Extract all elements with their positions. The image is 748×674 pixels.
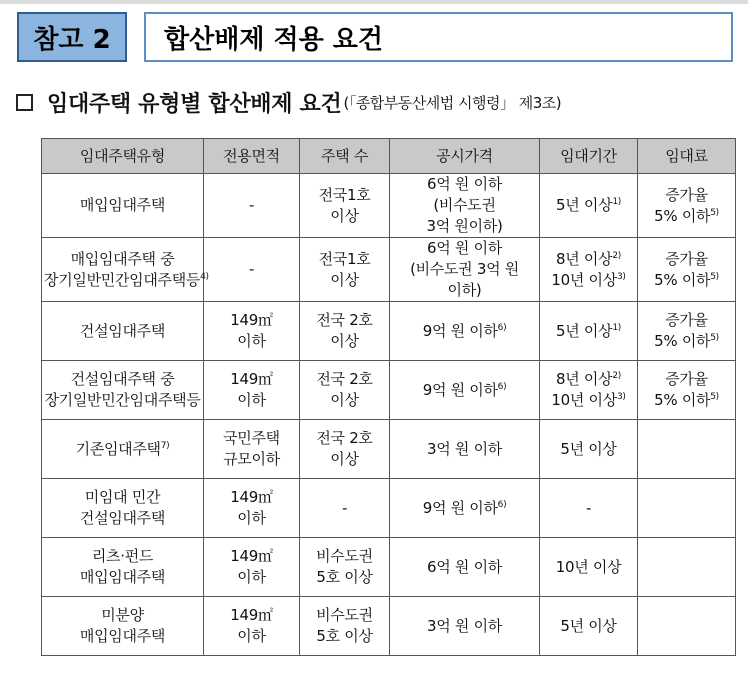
table-row	[42, 302, 736, 361]
cell-type	[42, 597, 204, 656]
cell-line: 전국1호	[318, 249, 371, 268]
page-title: 합산배제 적용 요건	[144, 12, 733, 62]
cell-area	[204, 361, 300, 420]
cell-line: 매입임대주택	[79, 568, 166, 586]
cell-type	[42, 479, 204, 538]
cell-line	[542, 321, 635, 342]
cell-type	[42, 420, 204, 479]
cell-line	[640, 390, 733, 411]
cell-line: 5년 이상	[560, 616, 617, 635]
footnote-marker: 2)	[612, 371, 621, 381]
cell-type	[42, 174, 204, 238]
cell-line: 전국 2호	[316, 370, 373, 388]
header-type: 임대주택유형	[42, 139, 204, 174]
cell-type	[42, 302, 204, 361]
cell-period	[540, 302, 638, 361]
cell-line: 이상	[330, 332, 359, 350]
cell-count	[300, 174, 390, 238]
cell-text: 8년 이상	[556, 370, 613, 388]
table-row	[42, 174, 736, 238]
cell-price	[390, 174, 540, 238]
cell-area	[204, 479, 300, 538]
cell-count	[300, 238, 390, 302]
cell-line: 증가율	[665, 311, 708, 329]
footnote-marker: 2)	[612, 250, 621, 261]
cell-line: 149㎡	[230, 547, 273, 565]
table-row	[42, 361, 736, 420]
cell-type	[42, 238, 209, 302]
cell-count	[300, 538, 390, 597]
footnote-marker: 5)	[710, 271, 719, 282]
cell-rent	[638, 238, 736, 302]
cell-type	[42, 361, 204, 420]
cell-line	[640, 270, 733, 291]
cell-count	[300, 361, 390, 420]
cell-period	[540, 597, 638, 656]
cell-line	[542, 390, 635, 411]
cell-line: 이하	[237, 627, 266, 645]
cell-line	[542, 369, 635, 390]
cell-line	[44, 439, 201, 460]
cell-count	[300, 302, 390, 361]
reference-badge: 참고 2	[17, 12, 127, 62]
cell-text: 9억 원 이하	[422, 321, 498, 340]
cell-line: 149㎡	[230, 606, 273, 624]
cell-text: 5년 이상	[556, 196, 613, 214]
cell-area	[204, 597, 300, 656]
cell-rent	[638, 538, 736, 597]
cell-line: 전국1호	[318, 185, 371, 204]
cell-rent	[638, 174, 736, 238]
cell-line: 6억 원 이하	[427, 557, 502, 576]
table-header-row	[42, 139, 736, 174]
footnote-marker: 5)	[710, 392, 719, 402]
legal-reference: (「종합부동산세법 시행령」 제3조)	[343, 93, 562, 112]
header-area: 전용면적	[204, 139, 300, 174]
cell-period	[540, 479, 638, 538]
cell-rent	[638, 361, 736, 420]
cell-line: 리츠·펀드	[91, 547, 154, 565]
cell-price	[390, 420, 540, 479]
cell-line: (비수도권 3억 원	[410, 260, 519, 278]
top-border	[0, 0, 748, 4]
requirements-table	[41, 138, 736, 656]
cell-text: 5% 이하	[654, 391, 711, 409]
cell-price	[390, 538, 540, 597]
footnote-marker: 6)	[497, 499, 507, 510]
footnote-marker: 3)	[616, 392, 626, 402]
cell-line: 이상	[330, 391, 359, 409]
section-heading	[16, 86, 736, 118]
cell-line: -	[248, 196, 255, 214]
cell-line: 3억 원 이하	[427, 439, 502, 458]
cell-rent	[638, 479, 736, 538]
cell-line: -	[585, 498, 592, 517]
cell-line: 증가율	[665, 249, 708, 268]
footnote-marker: 3)	[616, 271, 626, 282]
cell-line: 149㎡	[230, 311, 273, 329]
table-row	[42, 538, 736, 597]
cell-line: 매입임대주택 중	[70, 249, 175, 268]
footnote-marker: 1)	[612, 322, 621, 333]
cell-line	[640, 206, 733, 227]
cell-period	[540, 538, 638, 597]
cell-line: 전국 2호	[316, 429, 373, 447]
cell-line: 건설임대주택	[79, 509, 166, 527]
cell-line	[542, 195, 635, 216]
cell-line: 이하)	[447, 281, 482, 299]
cell-text: 10년 이상	[551, 391, 617, 409]
cell-area	[204, 538, 300, 597]
cell-line	[392, 321, 537, 342]
cell-text: 5% 이하	[654, 332, 711, 350]
cell-line: 증가율	[665, 185, 708, 204]
cell-text: 5년 이상	[556, 321, 613, 340]
cell-line: -	[248, 260, 255, 278]
cell-text: 기존임대주택	[75, 439, 161, 458]
cell-line: (비수도권	[433, 196, 496, 214]
cell-text: 8년 이상	[556, 249, 613, 268]
cell-price	[390, 361, 540, 420]
table-row	[42, 597, 736, 656]
cell-line: 149㎡	[230, 370, 273, 388]
header-count: 주택 수	[300, 139, 390, 174]
footnote-marker: 4)	[200, 271, 209, 282]
cell-text: 5% 이하	[654, 206, 711, 225]
cell-count	[300, 420, 390, 479]
cell-rent	[638, 420, 736, 479]
cell-price	[390, 302, 540, 361]
cell-count	[300, 479, 390, 538]
footnote-marker: 5)	[710, 207, 719, 218]
cell-area	[204, 420, 300, 479]
cell-line: 이상	[330, 450, 359, 468]
cell-line: 6억 원 이하	[427, 239, 502, 257]
cell-line: 건설임대주택 중	[70, 370, 175, 388]
cell-line	[542, 270, 635, 291]
table-row	[42, 420, 736, 479]
table-row	[42, 479, 736, 538]
cell-line: 비수도권	[316, 606, 373, 624]
cell-line: 매입임대주택	[79, 196, 166, 214]
cell-line: 이하	[237, 568, 266, 586]
cell-line: 5년 이상	[560, 439, 617, 458]
cell-period	[540, 420, 638, 479]
table-row	[42, 238, 736, 302]
footnote-marker: 1)	[612, 197, 621, 207]
cell-area	[204, 302, 300, 361]
cell-price	[390, 238, 540, 302]
cell-line	[640, 331, 733, 352]
cell-period	[540, 238, 638, 302]
cell-line: 5호 이상	[316, 568, 373, 586]
cell-line: 전국 2호	[316, 311, 373, 329]
cell-line: 미임대 민간	[84, 488, 161, 506]
cell-line: -	[341, 498, 348, 517]
cell-price	[390, 479, 540, 538]
cell-line: 이하	[237, 509, 266, 527]
cell-line: 이상	[330, 206, 359, 225]
cell-line: 이하	[237, 332, 266, 350]
cell-text: 9억 원 이하	[422, 380, 498, 399]
cell-line: 비수도권	[316, 547, 373, 565]
footnote-marker: 6)	[497, 381, 507, 392]
cell-line: 3억 원 이하	[427, 616, 502, 635]
cell-line: 5호 이상	[316, 627, 373, 645]
footnote-marker: 5)	[710, 333, 719, 343]
cell-line	[44, 270, 209, 291]
cell-area	[204, 238, 300, 302]
cell-count	[300, 597, 390, 656]
header-price: 공시가격	[390, 139, 540, 174]
footnote-marker: 7)	[160, 440, 170, 451]
section-heading-text: 임대주택 유형별 합산배제 요건	[47, 91, 342, 117]
cell-period	[540, 361, 638, 420]
cell-line	[392, 380, 537, 401]
cell-line: 매입임대주택	[79, 627, 166, 645]
cell-text: 장기일반민간임대주택등	[44, 270, 201, 289]
cell-line: 이하	[237, 391, 266, 409]
cell-rent	[638, 302, 736, 361]
cell-line: 10년 이상	[555, 557, 622, 576]
cell-rent	[638, 597, 736, 656]
cell-period	[540, 174, 638, 238]
cell-line: 이상	[330, 270, 359, 289]
cell-line: 국민주택	[223, 429, 280, 447]
cell-line	[392, 498, 537, 519]
header-rent: 임대료	[638, 139, 736, 174]
cell-area	[204, 174, 300, 238]
cell-line: 6억 원 이하	[427, 175, 502, 193]
footnote-marker: 6)	[497, 322, 507, 333]
cell-price	[390, 597, 540, 656]
cell-text: 10년 이상	[551, 270, 617, 289]
cell-type	[42, 538, 204, 597]
header-period: 임대기간	[540, 139, 638, 174]
cell-line: 3억 원이하)	[426, 217, 503, 235]
cell-line: 장기일반민간임대주택등	[44, 391, 201, 409]
cell-text: 9억 원 이하	[422, 498, 498, 517]
cell-line: 증가율	[665, 370, 708, 388]
checkbox-square-icon	[16, 94, 33, 111]
cell-line	[542, 249, 635, 270]
cell-line: 규모이하	[223, 450, 280, 468]
cell-line: 건설임대주택	[79, 321, 166, 340]
cell-text: 5% 이하	[654, 270, 711, 289]
cell-line: 149㎡	[230, 488, 273, 506]
cell-line: 미분양	[101, 606, 144, 624]
